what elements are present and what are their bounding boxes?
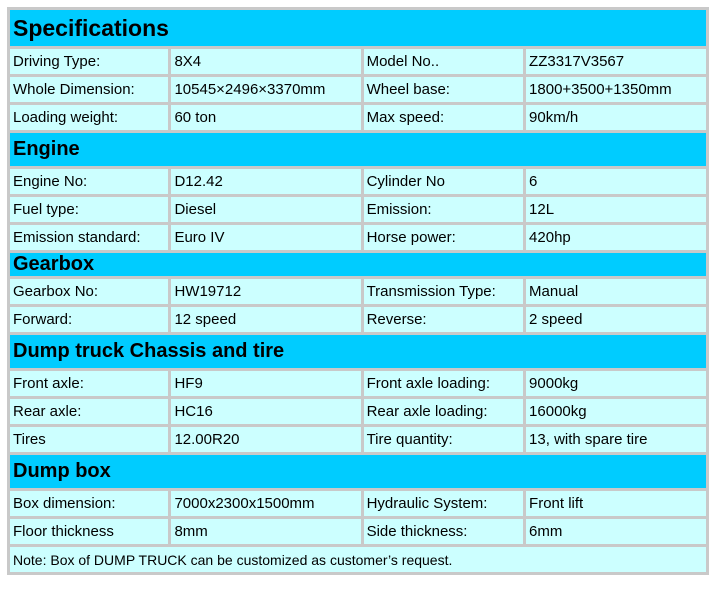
- table-row: [10, 49, 706, 74]
- spec-value: 6: [526, 169, 706, 194]
- note-text: Note: Box of DUMP TRUCK can be customized as customer’s request.: [10, 547, 706, 572]
- spec-value: Euro IV: [171, 225, 360, 250]
- table-row: [10, 427, 706, 452]
- spec-label: Reverse:: [364, 307, 523, 332]
- spec-label: Side thickness:: [364, 519, 523, 544]
- table-row: [10, 491, 706, 516]
- spec-value: 12 speed: [171, 307, 360, 332]
- spec-label: Fuel type:: [10, 197, 168, 222]
- spec-label: Emission:: [364, 197, 523, 222]
- spec-value: HF9: [171, 371, 360, 396]
- spec-label: Driving Type:: [10, 49, 168, 74]
- spec-value: 6mm: [526, 519, 706, 544]
- spec-label: Model No..: [364, 49, 523, 74]
- spec-value: 7000x2300x1500mm: [171, 491, 360, 516]
- spec-value: 8X4: [171, 49, 360, 74]
- table-row: [10, 105, 706, 130]
- spec-value: 90km/h: [526, 105, 706, 130]
- spec-value: HC16: [171, 399, 360, 424]
- spec-label: Loading weight:: [10, 105, 168, 130]
- spec-value: 9000kg: [526, 371, 706, 396]
- spec-value: HW19712: [171, 279, 360, 304]
- section-header-row-gearbox: [10, 253, 706, 276]
- spec-label: Rear axle loading:: [364, 399, 523, 424]
- table-row: [10, 169, 706, 194]
- spec-value: 2 speed: [526, 307, 706, 332]
- spec-value: Diesel: [171, 197, 360, 222]
- spec-label: Rear axle:: [10, 399, 168, 424]
- note-row: [10, 547, 706, 572]
- spec-value: 60 ton: [171, 105, 360, 130]
- spec-label: Hydraulic System:: [364, 491, 523, 516]
- spec-label: Engine No:: [10, 169, 168, 194]
- spec-label: Emission standard:: [10, 225, 168, 250]
- specifications-table: [7, 7, 709, 575]
- spec-value: Manual: [526, 279, 706, 304]
- section-title-engine: Engine: [10, 133, 706, 166]
- spec-label: Tires: [10, 427, 168, 452]
- table-row: [10, 225, 706, 250]
- spec-label: Floor thickness: [10, 519, 168, 544]
- spec-value: 420hp: [526, 225, 706, 250]
- table-row: [10, 399, 706, 424]
- spec-value: ZZ3317V3567: [526, 49, 706, 74]
- spec-value: 12L: [526, 197, 706, 222]
- section-title-dump-box: Dump box: [10, 455, 706, 488]
- spec-value: Front lift: [526, 491, 706, 516]
- section-title-chassis-and-tire: Dump truck Chassis and tire: [10, 335, 706, 368]
- spec-value: 13, with spare tire: [526, 427, 706, 452]
- spec-value: 10545×2496×3370mm: [171, 77, 360, 102]
- section-header-row-chassis-and-tire: [10, 335, 706, 368]
- spec-label: Gearbox No:: [10, 279, 168, 304]
- spec-value: 16000kg: [526, 399, 706, 424]
- table-row: [10, 371, 706, 396]
- spec-value: 1800+3500+1350mm: [526, 77, 706, 102]
- spec-label: Whole Dimension:: [10, 77, 168, 102]
- spec-label: Wheel base:: [364, 77, 523, 102]
- spec-label: Max speed:: [364, 105, 523, 130]
- spec-value: 12.00R20: [171, 427, 360, 452]
- section-title-specifications: Specifications: [10, 10, 706, 46]
- spec-label: Horse power:: [364, 225, 523, 250]
- spec-label: Forward:: [10, 307, 168, 332]
- section-header-row-dump-box: [10, 455, 706, 488]
- spec-label: Cylinder No: [364, 169, 523, 194]
- section-header-row-specifications: [10, 10, 706, 46]
- spec-label: Front axle:: [10, 371, 168, 396]
- table-row: [10, 279, 706, 304]
- spec-label: Front axle loading:: [364, 371, 523, 396]
- spec-label: Tire quantity:: [364, 427, 523, 452]
- spec-label: Box dimension:: [10, 491, 168, 516]
- table-row: [10, 197, 706, 222]
- spec-value: 8mm: [171, 519, 360, 544]
- table-row: [10, 77, 706, 102]
- section-title-gearbox: Gearbox: [10, 253, 706, 276]
- specifications-table-body: [10, 10, 706, 572]
- spec-label: Transmission Type:: [364, 279, 523, 304]
- table-row: [10, 519, 706, 544]
- table-row: [10, 307, 706, 332]
- spec-value: D12.42: [171, 169, 360, 194]
- section-header-row-engine: [10, 133, 706, 166]
